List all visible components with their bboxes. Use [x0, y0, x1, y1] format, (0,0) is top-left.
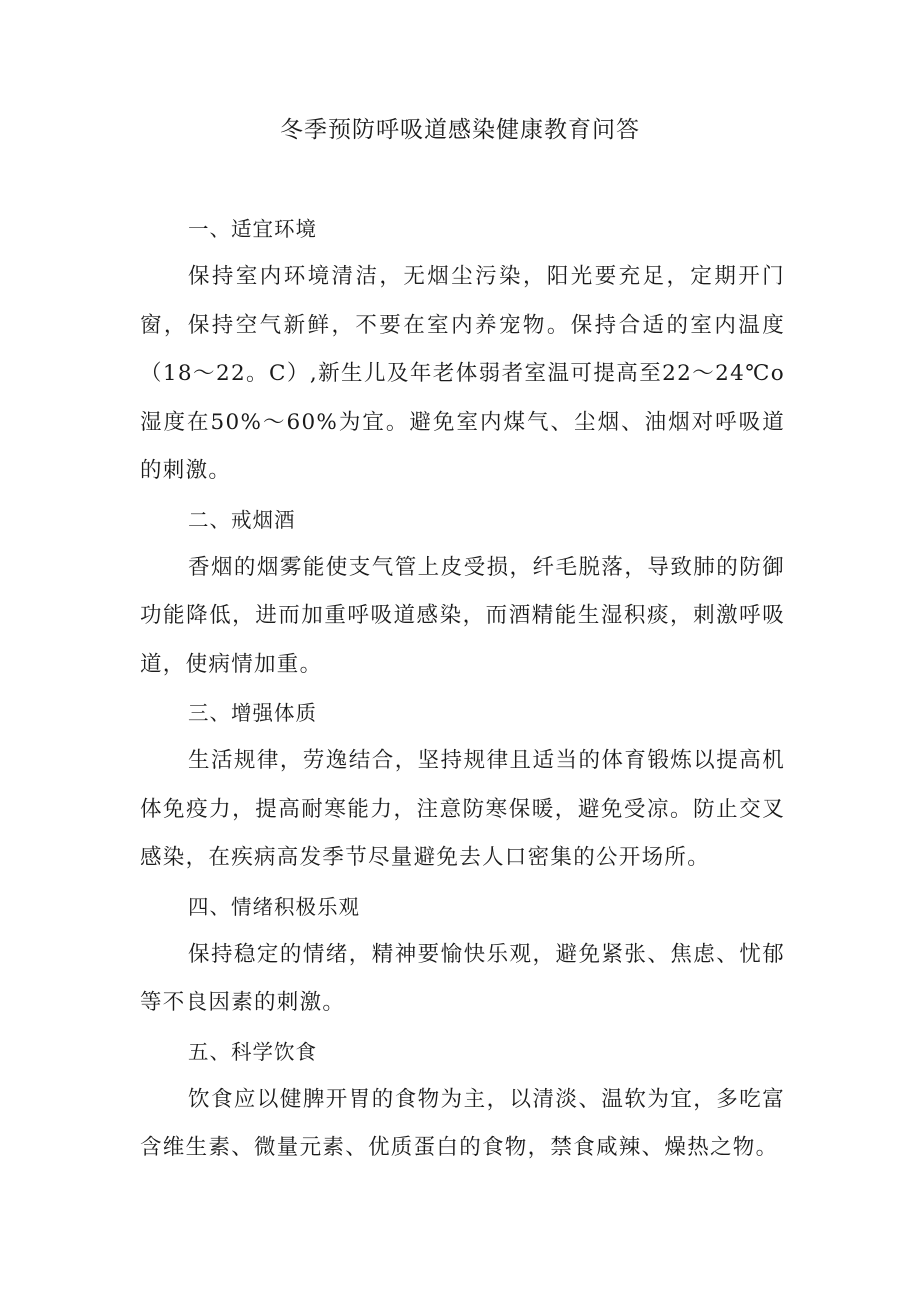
document-body: [140, 205, 785, 1173]
section-quit-smoking-drinking: [140, 496, 785, 690]
section-heading: 二、戒烟酒: [188, 507, 296, 532]
section-heading: 四、情绪积极乐观: [188, 894, 360, 919]
section-heading: 五、科学饮食: [188, 1039, 317, 1064]
section-paragraph: 饮食应以健脾开胃的食物为主，以清淡、温软为宜，多吃富含维生素、微量元素、优质蛋白的食物，禁食咸辣、燥热之物。: [140, 1086, 785, 1160]
document-title: 冬季预防呼吸道感染健康教育问答: [280, 117, 640, 143]
section-physical-fitness: [140, 689, 785, 883]
section-environment: [140, 205, 785, 496]
section-paragraph: 生活规律，劳逸结合，坚持规律且适当的体育锻炼以提高机体免疫力，提高耐寒能力，注意防寒保暖，避免受凉。防止交叉感染，在疾病高发季节尽量避免去人口密集的公开场所。: [140, 748, 785, 870]
section-heading: 一、适宜环境: [188, 217, 317, 241]
section-scientific-diet: [140, 1028, 785, 1173]
section-heading: 三、增强体质: [188, 701, 317, 725]
section-positive-mood: [140, 883, 785, 1028]
section-paragraph: 香烟的烟雾能使支气管上皮受损，纤毛脱落，导致肺的防御功能降低，进而加重呼吸道感染，而酒精能生湿积痰，刺激呼吸道，使病情加重。: [140, 554, 785, 677]
section-paragraph: 保持室内环境清洁，无烟尘污染，阳光要充足，定期开门窗，保持空气新鲜，不要在室内养宠物。保持合适的室内温度（18～22。C）,新生儿及年老体弱者室温可提高至22～24℃o湿度在50%～60%为宜。避免室内煤气、尘烟、油烟对呼吸道的刺激。: [140, 264, 785, 483]
section-paragraph: 保持稳定的情绪，精神要愉快乐观，避免紧张、焦虑、忧郁等不良因素的刺激。: [140, 941, 785, 1015]
